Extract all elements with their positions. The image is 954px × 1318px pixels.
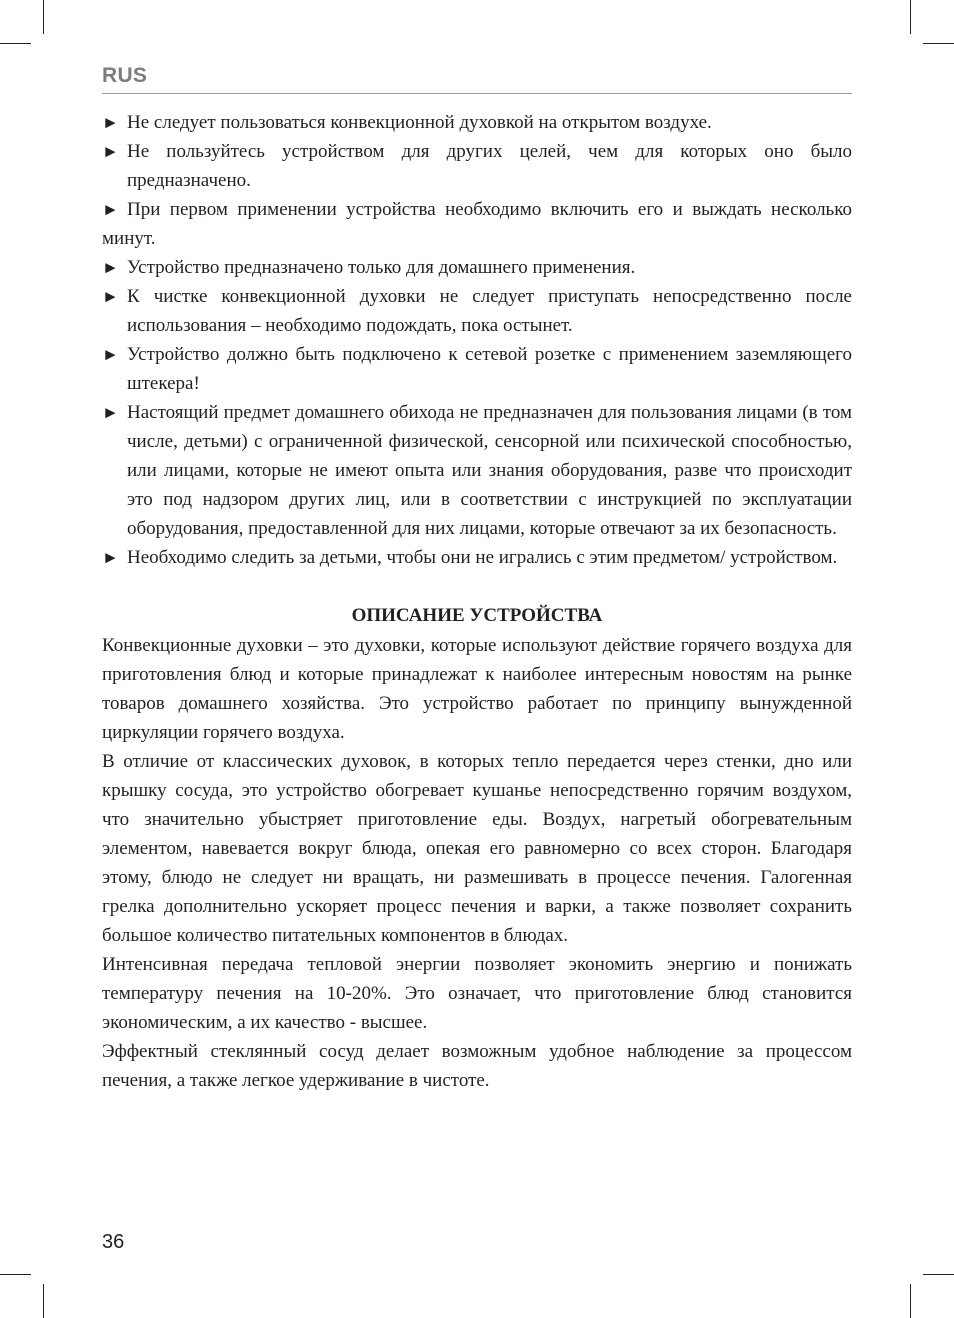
description-paragraph: Конвекционные духовки – это духовки, которые используют действие горячего воздуха для приготовления блюд и которые принадлежат к наиболее интересным новостям на рынке товаров домашнего хозяйства. Это устройство работает по принципу вынужденной циркуляции горячего воздуха. <box>102 635 852 743</box>
page-number: 36 <box>102 1231 125 1253</box>
crop-mark-top-left-horizontal <box>0 43 31 44</box>
crop-mark-top-right-vertical <box>910 0 911 34</box>
description-paragraph: Интенсивная передача тепловой энергии позволяет экономить энергию и понижать температуру печения на 10-20%. Это означает, что приготовление блюд становится экономическим, а их качество - высшее. <box>102 954 852 1033</box>
bullet-item <box>102 108 852 137</box>
bullet-arrow-icon: ► <box>102 287 119 306</box>
bullet-text: Устройство предназначено только для домашнего применения. <box>127 257 636 278</box>
bullet-text: Не пользуйтесь устройством для других целей, чем для которых оно было предназначено. <box>127 141 852 191</box>
bullet-item <box>102 543 852 572</box>
bullet-arrow-icon: ► <box>102 258 119 277</box>
crop-mark-bottom-right-vertical <box>910 1284 911 1318</box>
bullet-item <box>102 253 852 282</box>
crop-mark-top-left-vertical <box>43 0 44 34</box>
bullet-text: Не следует пользоваться конвекционной духовкой на открытом воздухе. <box>127 112 712 133</box>
bullet-arrow-icon: ► <box>102 142 119 161</box>
crop-mark-bottom-right-horizontal <box>923 1274 954 1275</box>
bullet-arrow-icon: ► <box>102 548 119 567</box>
description-paragraph: В отличие от классических духовок, в которых тепло передается через стенки, дно или крышку сосуда, это устройство обогревает кушанье непосредственно горячим воздухом, что значительно убыстряет приготовление еды. Воздух, нагретый обогревательным элементом, навевается вокруг блюда, опекая его равномерно со всех сторон. Благодаря этому, блюдо не следует ни вращать, ни размешивать в процессе печения. Галогенная грелка дополнительно ускоряет процесс печения и варки, а также позволяет сохранить большое количество питательных компонентов в блюдах. <box>102 751 852 946</box>
bullet-arrow-icon: ► <box>102 403 119 422</box>
bullet-text: При первом применении устройства необходимо включить его и выждать несколько минут. <box>102 199 852 249</box>
bullet-item <box>102 398 852 543</box>
description-paragraph: Эффектный стеклянный сосуд делает возможным удобное наблюдение за процессом печения, а также легкое удерживание в чистоте. <box>102 1041 852 1091</box>
bullet-text: Необходимо следить за детьми, чтобы они не игрались с этим предметом/ устройством. <box>127 547 838 568</box>
header-rule <box>102 93 852 94</box>
section-heading: ОПИСАНИЕ УСТРОЙСТВА <box>351 605 603 626</box>
crop-mark-bottom-left-horizontal <box>0 1274 31 1275</box>
bullet-arrow-icon: ► <box>102 113 119 132</box>
bullet-item <box>102 195 852 253</box>
bullet-item <box>102 137 852 195</box>
bullet-arrow-icon: ► <box>102 345 119 364</box>
bullet-text: К чистке конвекционной духовки не следует приступать непосредственно после использования – необходимо подождать, пока остынет. <box>127 286 852 336</box>
page-content <box>102 108 852 1095</box>
bullet-text: Устройство должно быть подключено к сетевой розетке с применением заземляющего штекера! <box>127 344 852 394</box>
bullet-item <box>102 340 852 398</box>
crop-mark-bottom-left-vertical <box>43 1284 44 1318</box>
bullet-item <box>102 282 852 340</box>
language-label: RUS <box>102 64 148 87</box>
crop-mark-top-right-horizontal <box>923 43 954 44</box>
bullet-text: Настоящий предмет домашнего обихода не предназначен для пользования лицами (в том числе, детьми) с ограниченной физической, сенсорной или психической способностью, или лицами, которые не имеют опыта или знания оборудования, разве что происходит это под надзором других лиц, или в соответствии с инструкцией по эксплуатации оборудования, предоставленной для них лицами, которые отвечают за их безопасность. <box>127 402 852 539</box>
safety-bullet-list <box>102 108 852 572</box>
bullet-arrow-icon: ► <box>102 200 119 219</box>
